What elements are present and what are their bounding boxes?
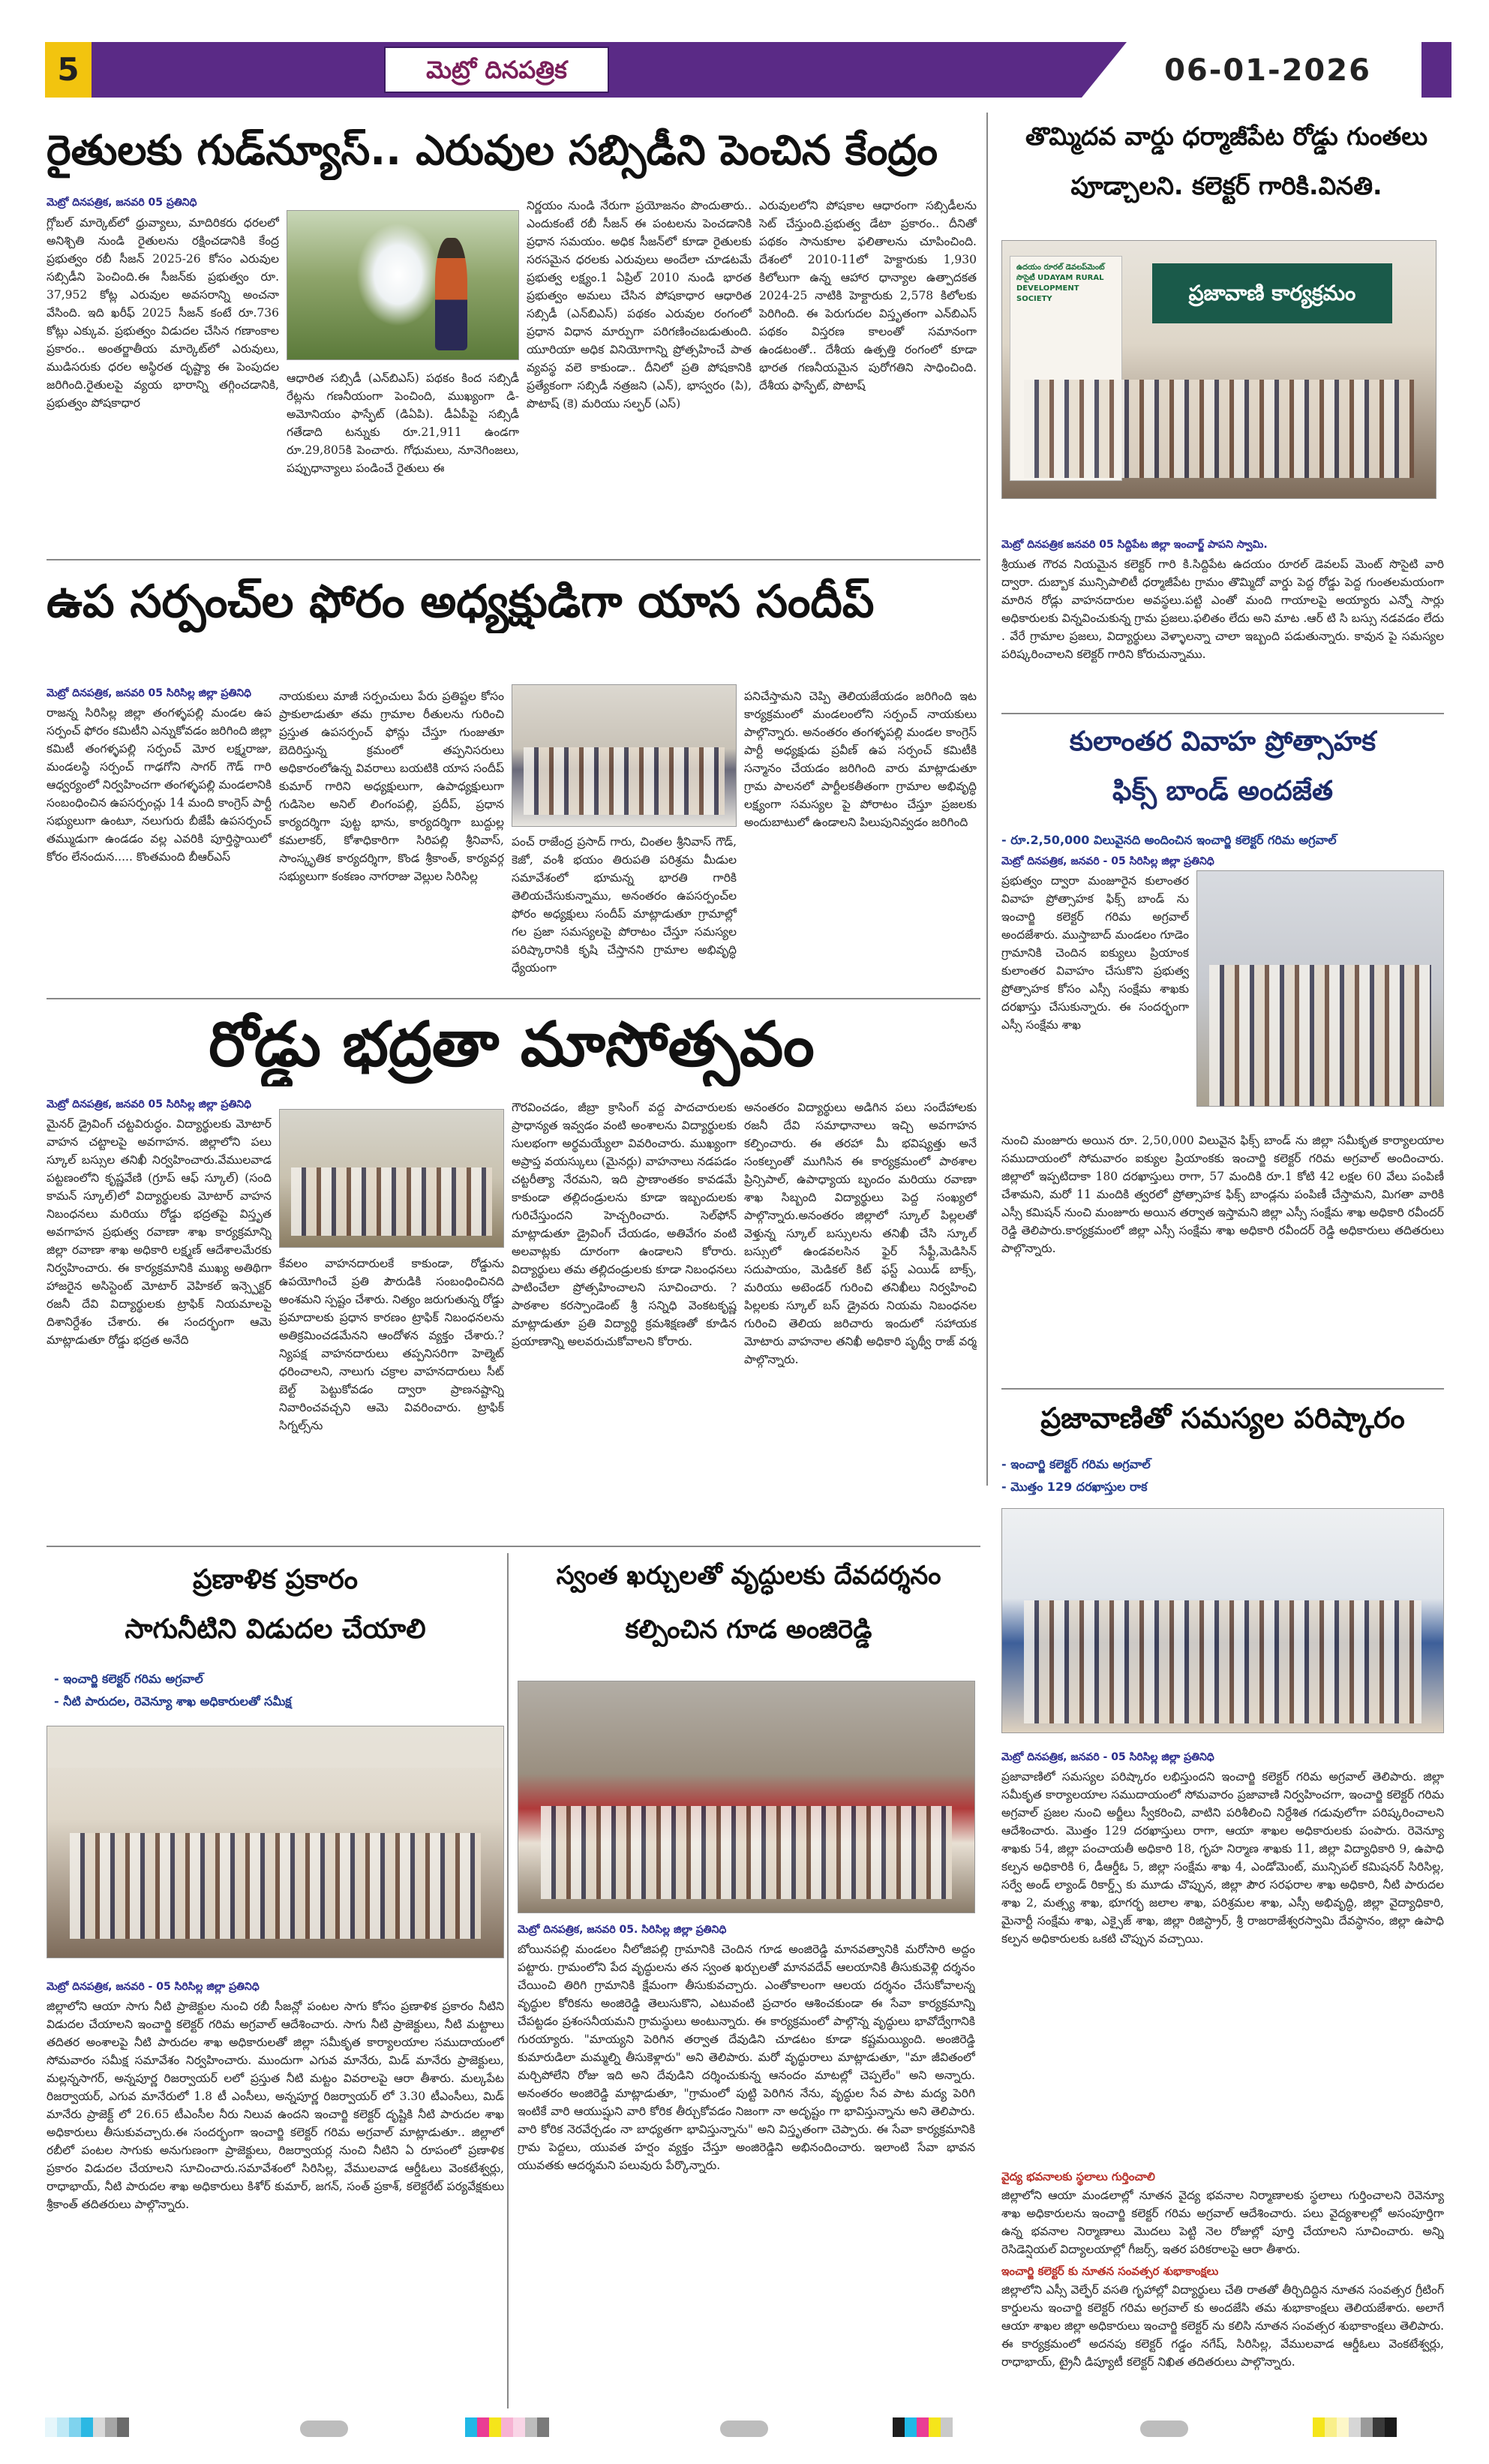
intercaste-bullet: - రూ.2,50,000 విలువైనది అందించిన ఇంచార్జి కలెక్టర్ గరిమ అగ్రవాల్ [1001,833,1337,847]
irrigation-body: జిల్లాలోని ఆయా సాగు నీటి ప్రాజెక్టుల నుంచి రబీ సీజన్లో పంటల సాగు కోసం ప్రణాళిక ప్రకారం నీటిని విడుదల చేయాలని ఇంచార్జి కలెక్టర్ గరిమ అగ్రవాల్ ఆదేశించారు. సాగు నీటి ప్రాజెక్టులు, నీటి మట్టాలు తదితర అంశాలపై నీటి పారుదల శాఖ అధికారులతో జిల్లా సమీకృత కార్యాలయాల సముదాయంలో సోమవారం సమీక్ష సమావేశం నిర్వహించారు. ముందుగా ఎగువ మానేరు, మిడ్ మానేరు ప్రాజెక్టులు, మల్లన్నసాగర్, అన్నపూర్ణ రిజర్వాయర్ లలో ప్రస్తుత నీటి మట్టం వివరాలపై ఆరా తీశారు. మల్కపేట రిజర్వాయర్, ఎగువ మానేరులో 1.8 టీ ఎంసీలు, అన్నపూర్ణ రిజర్వాయర్ లో 3.30 టీఎంసీలు, మిడ్ మానేరు ప్రాజెక్ట్ లో 26.65 టీఎంసీల నీరు నిలువ ఉందని ఇంచార్జి కలెక్టర్ దృష్టికి నీటి పారుదల శాఖ అధికారులు తీసుకువచ్చారు.ఈ సందర్భంగా ఇంచార్జి కలెక్టర్ గరిమ అగ్రవాల్ మాట్లాడుతూ.. జిల్లాలో రబీలో పంటల సాగుకు అనుగుణంగా ప్రాజెక్టులు, రిజర్వాయర్ల నుంచి నీటిని ఏ రూపంలో ప్రణాళిక ప్రకారం విడుదల చేయాలని సూచించారు.సమావేశంలో సిరిసిల్ల, వేములవాడ ఆర్డీఓలు వెంకటేశ్వర్లు, రాధాభాయ్, నీటి పారుదల శాఖ అధికారులు కిశోర్ కుమార్, జగన్, సంత్ ప్రకాశ్, కలెక్టరేట్ పర్యవేక్షకులు శ్రీకాంత్ తదితరులు పాల్గొన్నారు. [47,2000,504,2211]
swatch-cyan-4 [81,2417,93,2437]
swatch-row3-5 [941,2417,953,2437]
sarpanch-col3: పంచ్ రాజేంద్ర ప్రసాద్ గారు, చింతల శ్రీనివాస్ గౌడ్, కెజో, వంశీ భయం తిరుపతి పరిశ్రమ మీడుల సమావేశంలో భూమన్న భారతి గారికి తెలియచేసుకున్నాము, అనంతరం ఉపసర్పంచ్‌ల ఫోరం అధ్యక్షులు సందీప్ మాట్లాడుతూ గ్రామాల్లో గల ప్రజా సమస్యలపై పోరాటం చేస్తూ సమస్యల పరిష్కారానికి కృషి చేస్తానని గ్రామాల అభివృద్ధి ధ్యేయంగా [512,835,737,975]
elders-body: బోయినపల్లి మండలం నీలోజిపల్లి గ్రామానికి చెందిన గూడ అంజిరెడ్డి మానవత్వానికి మరోసారి అద్దం పట్టారు. గ్రామంలోని పేద వృద్ధులను తన స్వంత ఖర్చులతో మానవదేవ్ ఆలయానికి తీసుకువెళ్లి దర్శనం చేయించి తిరిగి గ్రామానికి క్షేమంగా తీసుకువచ్చారు. ఎంతోకాలంగా ఆలయ దర్శనం చేసుకోవాలన్న వృద్ధుల కోరికను అంజిరెడ్డి తెలుసుకొని, ఎటువంటి ప్రచారం ఆశించకుండా ఈ సేవా కార్యక్రమాన్ని చేపట్టడం ప్రశంసనీయమని గ్రామస్థులు అంటున్నారు. ఈ కార్యక్రమంలో పాల్గొన్న వృద్ధులు భావోద్వేగానికి గురయ్యారు. "మాయ్యని పెరిగిన తర్వాత దేవుడిని చూడటం కూడా కష్టమయ్యింది. అంజిరెడ్డి కుమారుడిలా మమ్మల్ని తీసుకెళ్లారు" అని తెలిపారు. మరో వృద్ధురాలు మాట్లాడుతూ, "మా జీవితంలో మర్చిపోలేని రోజు ఇది అని దేవుడిని దర్శించుకున్న ఆనందం మాటల్లో చెప్పలేం" అని అన్నారు. అనంతరం అంజిరెడ్డి మాట్లాడుతూ, "గ్రామంలో పుట్టి పెరిగిన నేను, వృద్ధుల సేవ పాట మద్య పెరిగి ఇంటికే వారి ఆయుష్షుని వారి కోరిక తీర్చుకోవడం నిజంగా నా అదృష్టం గా భావిస్తున్నాను అని తెలిపారు. వారి కోరిక నెరవేర్చడం నా బాధ్యతగా భావిస్తున్నాను" అని విస్తృతంగా చెప్పారు. ఈ సేవా కార్యక్రమానికి గ్రామ పెద్దలు, యువత హర్షం వ్యక్తం చేస్తూ అంజిరెడ్డిని అభినందించారు. ఇలాంటి సేవా భావన యువతకు ఆదర్శమని పలువురు పేర్కొన్నారు. [518,1943,975,2172]
sarpanch-col2: నాయకులు మాజీ సర్పంచులు పేరు ప్రతిష్టల కోసం ప్రాకులాడుతూ తమ గ్రామాల రీతులను గురించి ప్రస్తుత ఉపసర్పంచ్ ఫోన్లు చేస్తూ గుంజుతూ బెదిరిస్తున్న క్రమంలో తప్పనిసరులు అధికారంలోఉన్న వివరాలు బయటికి యాస సందీప్ కుమార్ గారిని అధ్యక్షులుగా, ఉపాధ్యక్షులుగా గుడిసెల అనిల్ లింగంపల్లి, ప్రదీప్, ప్రధాన కార్యదర్శిగా పుట్ట భాను, కార్యదర్శిగా బుద్దుల్ల కమలాకర్, కోశాధికారిగా సిరిపల్లి శ్రీనివాస్, సాంస్కృతిక కార్యదర్శిగా, కొండ శ్రీకాంత్, కార్యవర్గ సభ్యులుగా కంకణం నాగరాజు వెల్లుల సిరిసిల్ల [279,690,504,883]
prajavani-photo [1001,1508,1444,1733]
elders-dateline: మెట్రో దినపత్రిక, జనవరి 05. సిరిసిల్ల జిల్లా ప్రతినిధి [518,1924,727,1936]
swatch-row3-3 [917,2417,929,2437]
divider-h-right2 [1001,1388,1444,1390]
swatch-row2-2 [477,2417,489,2437]
prajavani-photo-people [1024,1600,1421,1723]
prajavani-bullet-2: - మొత్తం 129 దరఖాస్తుల రాక [1001,1480,1148,1494]
roads-board-org: ఉదయం రూరల్ డెవలప్‌మెంట్ సొసైటీ UDAYAM RURAL DEVELOPMENT SOCIETY [1016,263,1105,303]
intercaste-photo-people [1209,965,1430,1106]
sarpanch-col4: పనిచేస్తామని చెప్పి తెలియజేయడం జరిగింది ఇట కార్యక్రమంలో మండలంలోని సర్పంచ్ నాయకులు పాల్గొన్నారు. అనంతరం తంగళ్ళపల్లి మండల కాంగ్రెస్ పార్టీ అధ్యక్షుడు ప్రవీణ్ ఉప సర్పంచ్ కమిటీకి సన్మానం చేయడం జరిగింది వారు మాట్లాడుతూ గ్రామ పాలనలో పార్టీలకతీతంగా గ్రామాల అభివృద్ధి లక్ష్యంగా సమస్యల పై పోరాటం చేస్తూ ప్రజలకు అందుబాటులో ఉండాలని పిలుపునివ్వడం జరిగింది [744,690,977,829]
swatch-row3-2 [905,2417,917,2437]
divider-mid [507,1553,509,2408]
prajavani-sub2-body: జిల్లాలోని ఎస్సీ వెల్ఫేర్ వసతి గృహాల్లో విద్యార్థులు చేతి రాతతో తీర్చిదిద్దిన నూతన సంవత్సర గ్రీటింగ్ కార్డులను ఇంచార్జి కలెక్టర్ గరిమ అగ్రవాల్ కు అందజేసి తమ శుభాకాంక్షలు తెలియజేశారు. అలాగే ఆయా శాఖల జిల్లా అధికారులు ఇంచార్జి కలెక్టర్ ను కలిసి నూతన సంవత్సర శుభాకాంక్షలు తెలిపారు. ఈ కార్యక్రమంలో అదనపు కలెక్టర్ గడ్డం నగేష్, సిరిసిల్ల, వేములవాడ ఆర్డీఓలు వెంకటేశ్వర్లు, రాధాభాయ్, ట్రైనీ డిప్యూటీ కలెక్టర్ నిఖిత తదితరులు పాల్గొన్నారు. [1001,2283,1444,2369]
roads-headline-line2: పూడ్చాలని. కలెక్టర్ గారికి.వినతి. [1070,171,1382,200]
swatch-row4-3 [1337,2417,1349,2437]
irrigation-bullet-1: - ఇంచార్జి కలెక్టర్ గరిమ అగ్రవాల్ [54,1672,203,1686]
farmers-col3: నిర్ణయం నుండి నేరుగా ప్రయోజనం పొందుతారు.. ఎందుకంటే రబీ సీజన్ ఈ పంటలను పెంచడానికి ప్రధాన సమయం. అధిక సీజన్‌లో కూడా రైతులకు సరసమైన ధరలకు ఎరువులు అందేలా చూడటమే ప్రభుత్వ లక్ష్యం.1 ఏప్రిల్ 2010 నుండి భారత ప్రభుత్వం అమలు చేసిన పోషకాధార ఆధారిత సబ్సిడీ (ఎన్‌బిఎస్) పథకం ఎరువుల రంగంలో ప్రధాన విధాన మార్పుగా పరిగణించబడుతుంది. యూరియా అధిక వినియోగాన్ని ప్రోత్సహించే పాత వ్యవస్థ వలె కాకుండా.. దీనిలో ప్రతి పోషకానికి ప్రత్యేకంగా సబ్సిడీ నత్రజని (ఎన్), భాస్వరం (పి), పొటాష్ (కె) మరియు సల్ఫర్ (ఎస్) [527,199,752,410]
road-safety-col1: మైనర్ డ్రైవింగ్ చట్టవిరుద్ధం. విద్యార్థులకు మోటార్ వాహన చట్టాలపై అవగాహన. జిల్లాలోని పలు స్కూల్ బస్సుల తనిఖీ నిర్వహించారు.వేములవాడ పట్టణంలోని కృష్ణవేణి (గ్రూప్ ఆఫ్ స్కూల్) (సంది కామన్ స్కూల్)లో విద్యార్థులకు మోటార్ వాహన నిబంధనలు మరియు రోడ్డు భద్రతపై విస్తృత అవగాహన ప్రభుత్వ రవాణా శాఖ కార్యక్రమాన్ని జిల్లా రవాణా శాఖ అధికారి లక్ష్మణ్ ఆదేశాలమేరకు నిర్వహించారు. ఈ కార్యక్రమానికి ముఖ్య అతిథిగా హాజరైన అసిస్టెంట్ మోటార్ వెహికల్ ఇన్స్పెక్టర్ రజనీ దేవి విద్యార్థులకు ట్రాఫిక్ నియమాలపై దిశానిర్దేశం చేశారు. ఈ సందర్భంగా ఆమె మాట్లాడుతూ రోడ్డు భద్రత అనేది [47,1117,272,1347]
swatch-cyan-1 [45,2417,57,2437]
swatch-row4-1 [1313,2417,1325,2437]
intercaste-dateline: మెట్రో దినపత్రిక, జనవరి - 05 సిరిసిల్ల జిల్లా ప్రతినిధి [1001,855,1214,867]
header-end-tab [1421,42,1451,98]
prajavani-sub2: ఇంచార్జి కలెక్టర్ కు నూతన సంవత్సర శుభాకాంక్షలు [1001,2264,1219,2278]
swatch-row4-4 [1349,2417,1361,2437]
elders-photo-people [541,1806,951,1898]
swatch-row3-1 [893,2417,905,2437]
roads-headline-line1: తొమ్మిదవ వార్డు ధర్మాజీపేట రోడ్డు గుంతలు [1025,122,1428,151]
swatch-gray-1 [93,2417,105,2437]
reg-mark-1 [300,2420,348,2437]
prajavani-sub1-body: జిల్లాలోని ఆయా మండలాల్లో నూతన వైద్య భవనాల నిర్మాణాలకు స్థలాలు గుర్తించాలని రెవెన్యూ శాఖ అధికారులను ఇంచార్జి కలెక్టర్ గరిమ అగ్రవాల్ ఆదేశించారు. పలు వైద్యశాలల్లో అసంపూర్తిగా ఉన్న భవనాల నిర్మాణాలు మొదలు పెట్టి నెల రోజుల్లో పూర్తి చేయాలని సూచించారు. అన్ని రెసిడెన్షియల్ విద్యాలయాల్లో గీజర్స్, ఇతర పరికరాలపై ఆరా తీశారు. [1001,2189,1444,2256]
elders-photo [518,1681,975,1913]
irrigation-photo-people [70,1833,480,1940]
print-color-bars [45,2417,1451,2440]
road-safety-col2: కేవలం వాహనదారులకే కాకుండా, రోడ్డును ఉపయోగించే ప్రతి పౌరుడికి సంబంధించినది అంశమని స్పష్టం చేశారు. నిత్యం జరుగుతున్న రోడ్డు ప్రమాదాలకు ప్రధాన కారణం ట్రాఫిక్ నిబంధనలను అతిక్రమించడమేనని ఆందోళన వ్యక్తం చేశారు.?న్యిపక్ష వాహనదారులు తప్పనిసరిగా హెల్మెట్ ధరించాలని, నాలుగు చక్రాల వాహనదారులు సీట్ బెల్ట్ పెట్టుకోవడం ద్వారా ప్రాణనష్టాన్ని నివారించవచ్చని ఆమె వివరించారు. ట్రాఫిక్ సిగ్నల్స్‌ను [279,1257,504,1432]
swatch-cyan-3 [69,2417,81,2437]
page-header [45,42,1451,98]
divider-h3 [47,1546,980,1547]
elders-headline-line2: కల్పించిన గూడ అంజిరెడ్డి [625,1615,872,1645]
intercaste-full: నుంచి మంజూరు అయిన రూ. 2,50,000 విలువైన ఫిక్స్ బాండ్ ను జిల్లా సమీకృత కార్యాలయాల సముదాయంలో సోమవారం ఐక్యుల ప్రియాంకకు ఇంచార్జి కలెక్టర్ గరిమ అగ్రవాల్ అందించారు. జిల్లాలో ఇప్పటిదాకా 180 దరఖాస్తులు రాగా, 57 మందికి రూ.1 కోటి 42 లక్షల 60 వేలు పంపిణీ చేశామని, మరో 11 మందికి త్వరలో ప్రోత్సాహక ఫిక్స్ బాండ్లను పంపిణీ చేస్తామని, మిగతా వారికి ఎస్సీ కమిషన్ నుంచి మంజూరు అయిన తర్వాత ఇస్తామని జిల్లా ఎస్సీ సంక్షేమ శాఖ అధికారి రవీందర్ రెడ్డి తెలిపారు.కార్యక్రమంలో జిల్లా ఎస్సీ సంక్షేమ శాఖ అధికారి రవీందర్ రెడ్డి అధికారులు తదితరులు పాల్గొన్నారు. [1001,1134,1444,1255]
farmers-photo [287,210,519,360]
farmers-headline: రైతులకు గుడ్‌న్యూస్.. ఎరువుల సబ్సిడీని పెంచిన కేంద్రం [47,126,938,174]
intercaste-headline-line2: ఫిక్స్ బాండ్ అందజేత [1112,776,1333,807]
swatch-row2-1 [465,2417,477,2437]
divider-h2 [47,998,980,999]
sarpanch-photo-people [524,747,725,815]
road-safety-dateline: మెట్రో దినపత్రిక, జనవరి 05 సిరిసిల్ల జిల్లా ప్రతినిధి [47,1098,252,1110]
swatch-row2-3 [489,2417,501,2437]
sarpanch-col1: రాజన్న సిరిసిల్ల జిల్లా తంగళ్ళపల్లి మండల ఉప సర్పంచ్ ఫోరం కమిటీని ఎన్నుకోవడం జరిగింది జిల్లా కమిటీ తంగళ్ళపల్లి సర్పంచ్ మోర లక్ష్మరాజు, మండలస్థి సర్పంచ్ గాఢగోని సాగర్ గౌడ్ గారి ఆధ్వర్యంలో నిర్వహించగా తంగళ్ళపల్లి మండలానికి సంబంధించిన ఉపసర్పంచ్లు 14 మంది కాంగ్రెస్ పార్టీ సభ్యులుగా ఉంటూ, నలుగురు బీజేపీ ఉపసర్పంచ్ తమ్ముడుగా ఉండడం వల్ల ఎవరికి పూర్తిస్థాయిలో కోరం లేనందున..... కొంతమంది బీఆర్ఎస్ [47,706,272,864]
prajavani-dateline: మెట్రో దినపత్రిక, జనవరి - 05 సిరిసిల్ల జిల్లా ప్రతినిధి [1001,1751,1214,1763]
swatch-row3-4 [929,2417,941,2437]
prajavani-body: ప్రజావాణిలో సమస్యల పరిష్కారం లభిస్తుందని ఇంచార్జి కలెక్టర్ గరిమ అగ్రవాల్ తెలిపారు. జిల్లా సమీకృత కార్యాలయాల సముదాయంలో సోమవారం ప్రజావాణి నిర్వహించగా, ఇంచార్జి కలెక్టర్ గరిమ అగ్రవాల్ ప్రజల నుంచి అర్జీలు స్వీకరించి, వాటిని పరిశీలించి నిర్దేశిత గడువులోగా పరిష్కరించాలని ఆదేశించారు. మొత్తం 129 దరఖాస్తులు రాగా, ఆయా శాఖల అధికారులకు పంపారు. రెవెన్యూ శాఖకు 54, జిల్లా పంచాయతీ అధికారి 18, గృహ నిర్మాణ శాఖకు 11, జిల్లా విద్యాధికారి 9, ఉపాధి కల్పన అధికారికి 6, డీఆర్డీఓ 5, జిల్లా సంక్షేమ శాఖ 4, ఎండోమెంట్, మున్సిపల్ కమిషనర్ సిరిసిల్ల, సర్వే అండ్ ల్యాండ్ రికార్డ్స్ కు మూడు చొప్పున, జిల్లా పౌర సరఫరాల శాఖ అధికారి, నీటి పారుదల శాఖ 2, మత్స్య శాఖ, భూగర్భ జలాల శాఖ, పరిశ్రమల శాఖ, ఎస్సీ అభివృద్ధి, జిల్లా వైద్యాధికారి, మైనార్టీ సంక్షేమ శాఖ, ఎక్సైజ్ శాఖ, జిల్లా రిజిస్ట్రార్, శ్రీ రాజరాజేశ్వరస్వామి దేవస్థానం, జిల్లా ఉపాధి కల్పన అధికారులకు ఒకటి చొప్పున వచ్చాయి. [1001,1770,1444,1946]
sarpanch-headline: ఉప సర్పంచ్‌ల ఫోరం అధ్యక్షుడిగా యాస సందీప్ [47,575,875,628]
reg-mark-3 [1140,2420,1188,2437]
intercaste-photo [1196,870,1444,1107]
roads-photo-people [1024,380,1414,477]
road-safety-photo [279,1109,504,1248]
elders-headline-line1: స్వంత ఖర్చులతో వృద్ధులకు దేవదర్శనం [556,1561,941,1591]
intercaste-col1: ప్రభుత్వం ద్వారా మంజూరైన కులాంతర వివాహ ప్రోత్సాహక ఫిక్స్ బాండ్ ను ఇంచార్జి కలెక్టర్ గరిమ అగ్రవాల్ అందజేశారు. ముస్తాబాద్ మండలం గూడెం గ్రామానికి చెందిన ఐక్యులు ప్రియాంక కులాంతర వివాహం చేసుకొని ప్రభుత్వ ప్రోత్సాహక కోసం ఎస్సీ సంక్షేమ శాఖకు దరఖాస్తు చేసుకున్నారు. ఈ సందర్భంగా ఎస్సీ సంక్షేమ శాఖ [1001,874,1189,1032]
road-safety-photo-people [291,1167,492,1237]
roads-photo [1001,240,1436,499]
farmers-col4: ఎరువులలోని పోషకాల ఆధారంగా సబ్సిడీలను సెట్ చేస్తుంది.ప్రభుత్వ డేటా ప్రకారం.. దీనితో పథకం సానుకూల ఫలితాలను చూపించింది. దేశంలో 2010-11లో హెక్టారుకు 1,930 కిలోలుగా ఉన్న ఆహార ధాన్యాల ఉత్పాదకత 2024-25 నాటికి హెక్టారుకు 2,578 కిలోలకు పెరిగింది. ఈ పెరుగుదల విస్తృతంగా ఎన్‌బిఎస్ పథకం విస్తరణ కాలంతో సమానంగా ఉండటంతో.. దేశీయ ఉత్పత్తి రంగంలో కూడా భారత గణనీయమైన పురోగతిని సాధించింది. దేశీయ ఫాస్ఫేట్, పొటాష్ [759,199,977,392]
issue-date: 06-01-2026 [1164,53,1371,88]
reg-mark-2 [720,2420,768,2437]
irrigation-bullet-2: - నీటి పారుదల, రెవెన్యూ శాఖ అధికారులతో సమీక్ష [54,1694,292,1708]
farmers-col2: ఆధారిత సబ్సిడీ (ఎన్‌బిఎస్) పథకం కింద సబ్సిడీ రేట్లను గణనీయంగా పెంచింది, ముఖ్యంగా డి-అమోనియం ఫాస్ఫేట్ (డిఏపి). డీఏపీపై సబ్సిడీ గతేడాది టన్నుకు రూ.21,911 ఉండగా రూ.29,805కి పెంచారు. గోధుమలు, నూనెగింజలు, పప్పుధాన్యాలు పండించే రైతులు ఈ [287,371,519,475]
roads-photo-banner [1152,263,1392,323]
irrigation-photo [47,1726,504,1958]
swatch-row4-5 [1361,2417,1373,2437]
intercaste-headline-line1: కులాంతర వివాహ ప్రోత్సాహక [1069,726,1376,757]
roads-banner-text: ప్రజావాణి కార్యక్రమం [1188,281,1356,305]
farmers-dateline: మెట్రో దినపత్రిక, జనవరి 05 ప్రతినిధి [47,197,197,209]
swatch-row2-4 [501,2417,513,2437]
header-band-cut [1082,42,1127,98]
sarpanch-photo [512,684,737,827]
swatch-row4-7 [1385,2417,1397,2437]
divider-column [986,113,988,1486]
swatch-row2-5 [513,2417,525,2437]
prajavani-sub1: వైద్య భవనాలకు స్థలాలు గుర్తించాలి [1001,2170,1155,2183]
divider-h1 [47,559,980,560]
header-band [92,42,1082,98]
swatch-row4-6 [1373,2417,1385,2437]
page-number: 5 [45,42,92,98]
swatch-gray-3 [117,2417,129,2437]
irrigation-dateline: మెట్రో దినపత్రిక, జనవరి - 05 సిరిసిల్ల జిల్లా ప్రతినిధి [47,1981,260,1993]
road-safety-headline: రోడ్డు భద్రతా మాసోత్సవం [209,1009,815,1080]
sarpanch-dateline: మెట్రో దినపత్రిక, జనవరి 05 సిరిసిల్ల జిల్లా ప్రతినిధి [47,687,252,699]
swatch-row4-2 [1325,2417,1337,2437]
roads-body: శ్రీయుత గౌరవ నియమైన కలెక్టర్ గారి కి.సిద్దిపేట ఉదయం రూరల్ డెవలప్ మెంట్ సొసైటి వారి ద్వారా. దుబ్బాక మున్సిపాలిటీ ధర్మాజీపేట గ్రామం తొమ్మిదో వార్డు పెద్ద రోడ్డు పెద్ద గుంతలమయంగా మారిన రోడ్లు వాహనదారుల అవస్థలు.పట్టి ఎంతో మంది గాయాలపై అయ్యారు ఎన్నో సార్లు అధికారులకు విన్నవించుకున్న గ్రామ ప్రజలు.ఫలితం లేదు అని మాట .ఆర్ టి సి బస్సు నడవడం లేదు . వేరే గ్రామాల ప్రజలు, విద్యార్థులు వెళ్ళాలన్నా చాలా ఇబ్బంది పడుతున్నారు. కావున పై సమస్యల పరిష్కరించాలని కలెక్టర్ గారిని కోరుచున్నాము. [1001,557,1444,661]
irrigation-headline-line1: ప్రణాళిక ప్రకారం [193,1564,358,1595]
irrigation-headline-line2: సాగునీటిని విడుదల చేయాలి [125,1614,426,1645]
newspaper-logo: మెట్రో దినపత్రిక [384,47,609,93]
swatch-row2-6 [525,2417,537,2437]
divider-h-right1 [1001,713,1444,714]
farmers-col1: గ్లోబల్ మార్కెట్‌లో ధ్రువ్యాలు, మాదిరికరు ధరలలో అనిశ్చితి నుండి రైతులను రక్షించడానికి కేంద్ర ప్రభుత్వం రబీ సీజన్ 2025-26 కోసం ఎరువుల సబ్సిడీని పెంచింది.ఈ సీజన్‌కు ప్రభుత్వం రూ. 37,952 కోట్ల ఎరువుల అవసరాన్ని అంచనా వేసింది. ఇది ఖరీఫ్ 2025 సీజన్ కంటే రూ.736 కోట్లు ఎక్కువ. ప్రభుత్వం విడుదల చేసిన గణాంకాల ప్రకారం.. అంతర్జాతీయ మార్కెట్‌లో ఎరువులు, ముడిసరుకు ధరల అస్థిరత దృష్ట్యా ఈ పెంపుదల జరిగింది.రైతులపై వ్యయ భారాన్ని తగ్గించడానికి, ప్రభుత్వం పోషకాధార [47,216,279,410]
road-safety-col4: అనంతరం విద్యార్థులు అడిగిన పలు సందేహాలకు రజనీ దేవి సమాధానాలు ఇచ్చి అవగాహన కల్పించారు. ఈ తరహా మీ భవిష్యత్తు అనే సంకల్పంతో ముగిసిన ఈ కార్యక్రమంలో పాఠశాల ప్రిన్సిపాల్, ఉపాధ్యాయ బృందం మరియు రవాణా శాఖ సిబ్బంది విద్యార్థులు పెద్ద సంఖ్యలో పాల్గొన్నారు.అనంతరం జిల్లాలో స్కూల్ పిల్లలతో వెళ్తున్న స్కూల్ బస్సులను తనిఖీ చేసి స్కూల్ బస్సులో ఉండవలసిన ఫైర్ సేఫ్టీ,మెడిసిన్ సదుపాయం, మెడికల్ కిట్ ఫస్ట్ ఎయిడ్ బాక్స్, మరియు అటెండర్ గురించి తనిఖీలు నిర్వహించి పిల్లలకు స్కూల్ బస్ డ్రైవరు నియమ నిబంధనల గురించి తెలియ జరిచారు ఇందులో సహాయక మోటారు వాహనాల తనిఖీ అధికారి పృథ్వీ రాజ్ వర్మ పాల్గొన్నారు. [744,1101,977,1366]
swatch-row2-7 [537,2417,549,2437]
swatch-cyan-2 [57,2417,69,2437]
prajavani-bullet-1: - ఇంచార్జి కలెక్టర్ గరిమ అగ్రవాల్ [1001,1457,1151,1471]
swatch-gray-2 [105,2417,117,2437]
prajavani-headline: ప్రజావాణితో సమస్యల పరిష్కారం [1040,1402,1405,1435]
road-safety-col3: గౌరవించడం, జీబ్రా క్రాసింగ్ వద్ద పాదచారులకు ప్రాధాన్యత ఇవ్వడం వంటి అంశాలను విద్యార్థులకు సులభంగా అర్థమయ్యేలా వివరించారు. ముఖ్యంగా అప్రాప్త వయస్కులు (మైనర్లు) వాహనాలు నడపడం చట్టరీత్యా నేరమని, ఇది ప్రాణాంతకం కావడమే కాకుండా తల్లిదండ్రులను కూడా ఇబ్బందులకు గురిచేస్తుందని హెచ్చరించారు. సెల్‌ఫోన్ మాట్లాడుతూ డ్రైవింగ్ చేయడం, అతివేగం వంటి అలవాట్లకు దూరంగా ఉండాలని కోరారు. విద్యార్థులు తమ తల్లిదండ్రులకు కూడా నిబంధనలు పాటించేలా ప్రోత్సహించాలని సూచించారు. ?పాఠశాల కరస్పాండెంట్ శ్రీ సన్నిధి వెంకటకృష్ణ మాట్లాడుతూ ప్రతి విద్యార్థి క్రమశిక్షణతో కూడిన ప్రయాణాన్ని అలవరుచుకోవాలని కోరారు. [512,1101,737,1348]
irrigation-photo-wall [47,1726,503,1768]
roads-dateline: మెట్రో దినపత్రిక జనవరి 05 సిద్దిపేట జిల్లా ఇంచార్జ్ పాపని స్వామి. [1001,539,1268,551]
